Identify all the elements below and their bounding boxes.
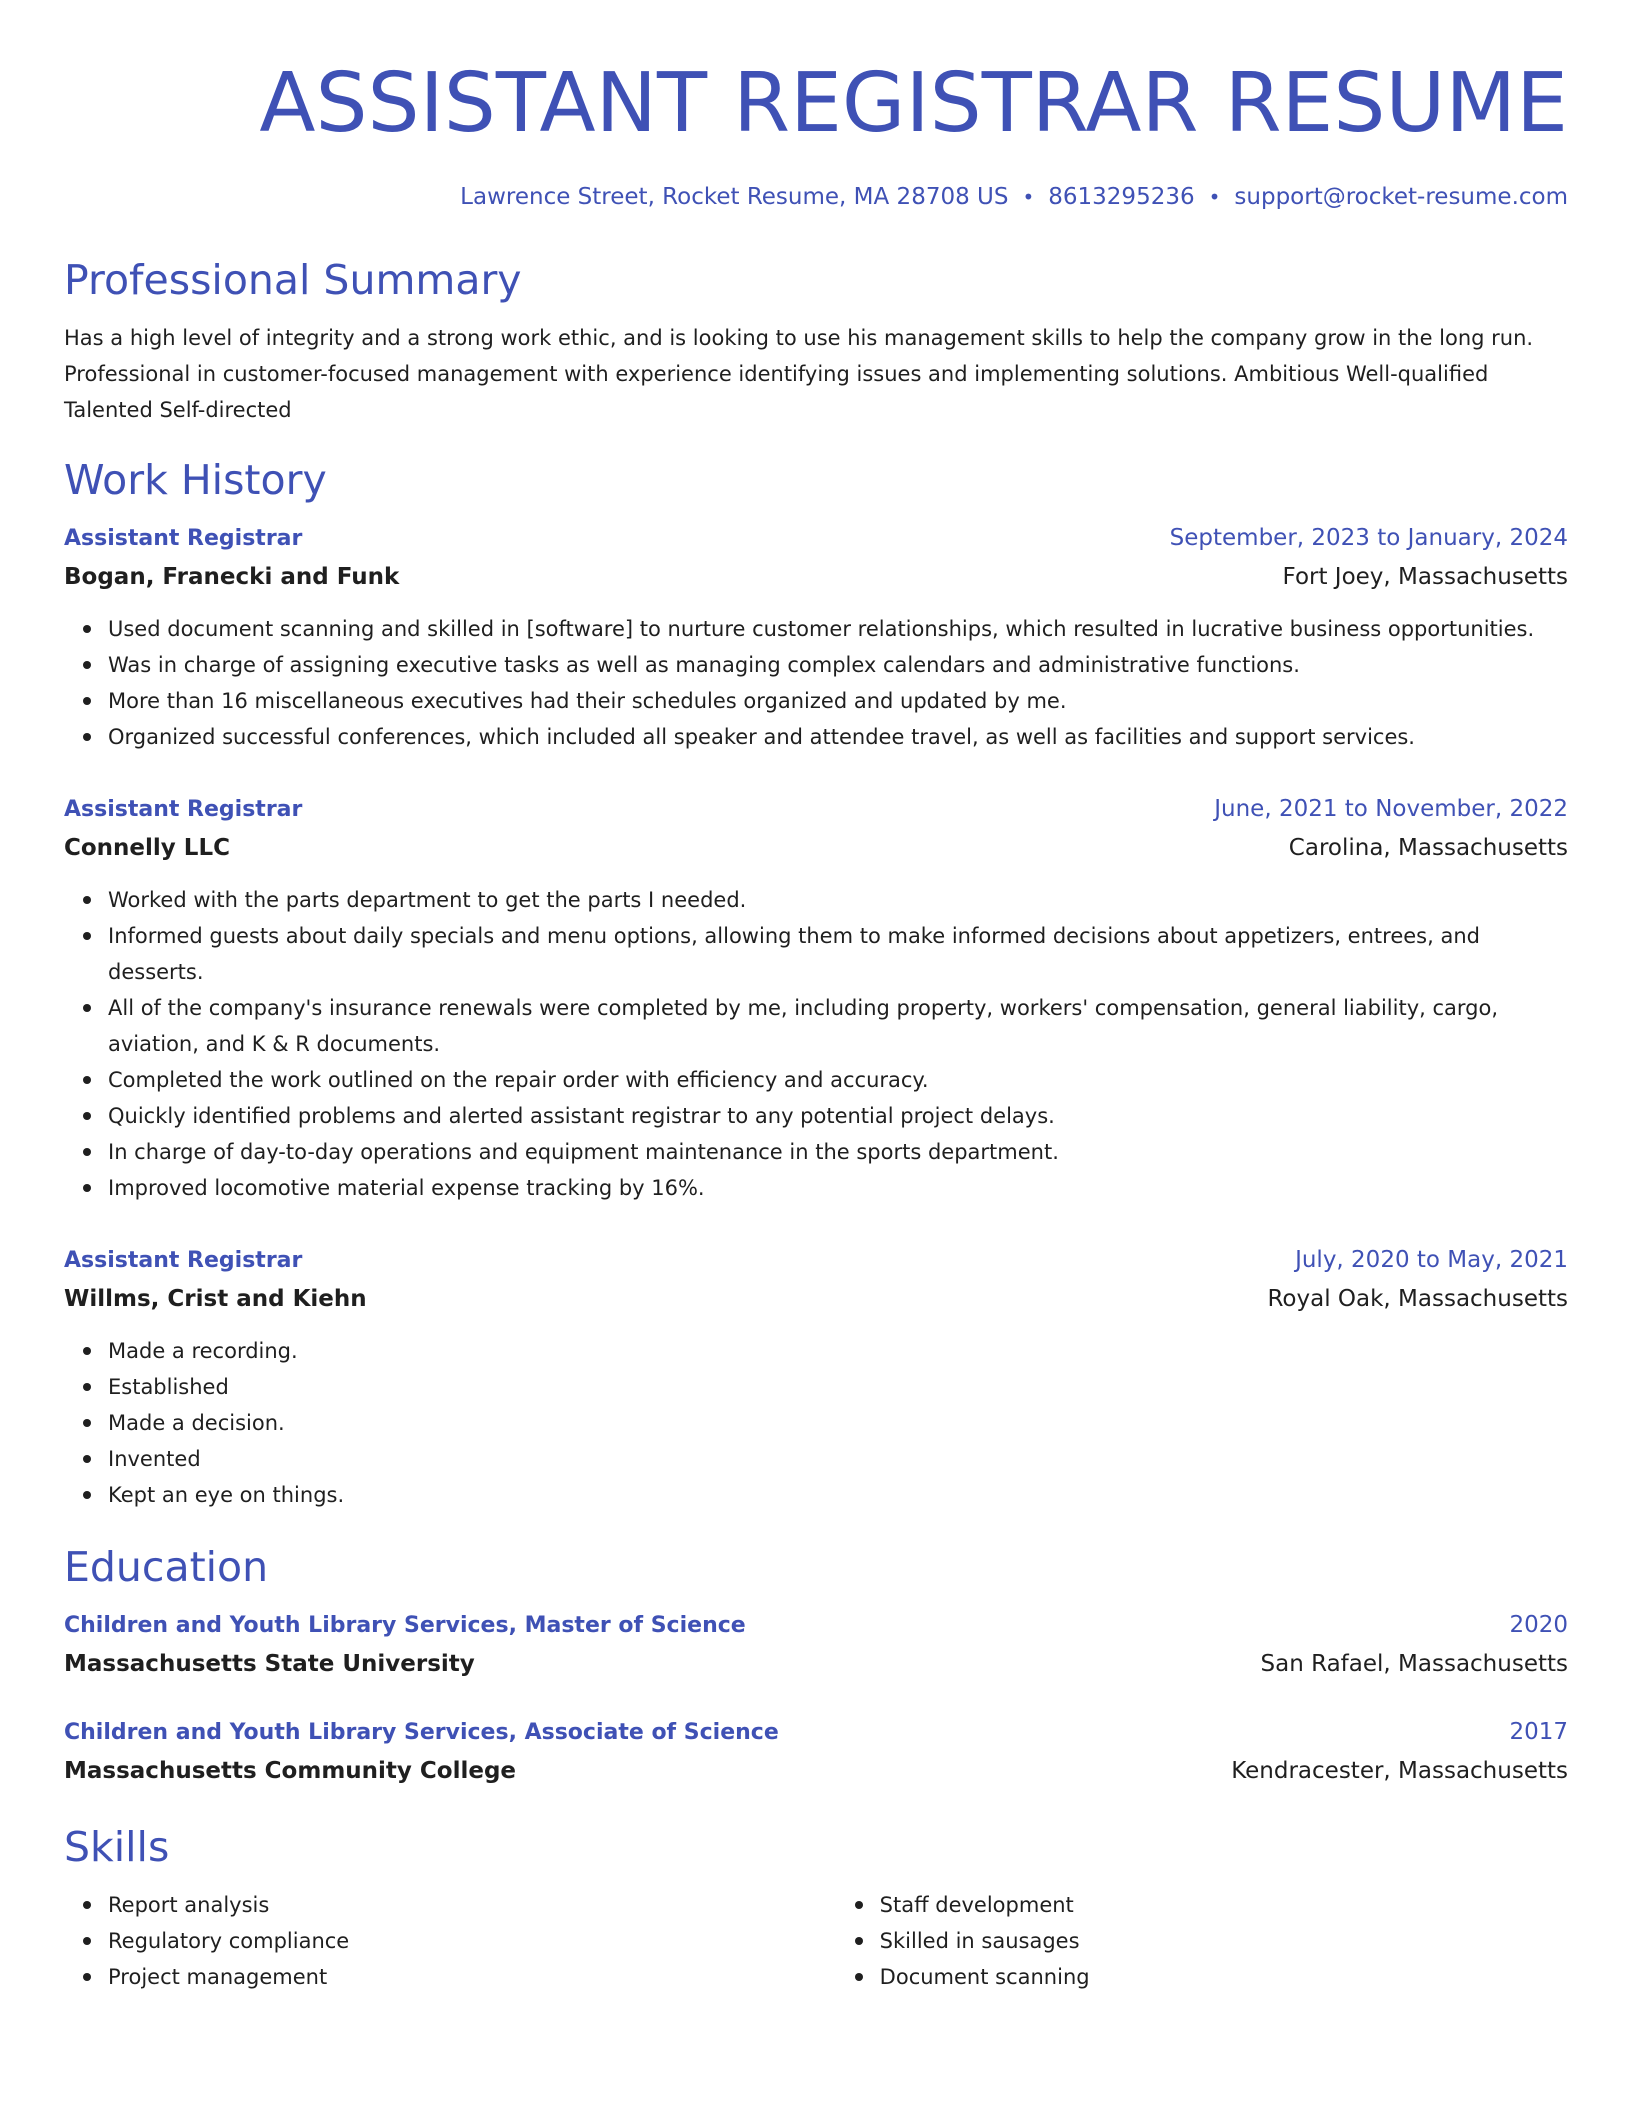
job-company-row [64, 557, 1568, 597]
skill-item: Regulatory compliance [108, 1923, 836, 1959]
skill-item: Report analysis [108, 1887, 836, 1923]
education-degree-row [64, 1714, 1568, 1751]
job-company: Bogan, Franecki and Funk [64, 564, 400, 590]
education-degree-row [64, 1607, 1568, 1644]
education-school-row [64, 1644, 1568, 1684]
skills-list [64, 1887, 1568, 1995]
education-degree: Children and Youth Library Services, Associate of Science [64, 1720, 779, 1745]
job-bullet: Used document scanning and skilled in [software] to nurture customer relationships, which resulted in lucrative business opportunities. [108, 611, 1568, 647]
contact-separator: • [1208, 185, 1221, 209]
job-bullet: Informed guests about daily specials and menu options, allowing them to make informed decisions about appetizers, entrees, and desserts. [108, 918, 1568, 990]
job-bullets [64, 1333, 1568, 1513]
job-bullet: Made a recording. [108, 1333, 1568, 1369]
job-title-row [64, 791, 1568, 828]
education-year: 2017 [1509, 1719, 1568, 1745]
job-bullet: Established [108, 1369, 1568, 1405]
skill-item: Skilled in sausages [880, 1923, 1568, 1959]
job-company: Willms, Crist and Kiehn [64, 1286, 367, 1312]
summary-heading: Professional Summary [64, 256, 522, 304]
skills-column-right [836, 1887, 1568, 1995]
contact-line [64, 182, 1568, 212]
education-location: Kendracester, Massachusetts [1231, 1758, 1568, 1784]
education-school: Massachusetts State University [64, 1651, 475, 1677]
job-entry [64, 791, 1568, 1206]
contact-separator: • [1022, 185, 1035, 209]
job-company-row [64, 1279, 1568, 1319]
job-bullet: Organized successful conferences, which included all speaker and attendee travel, as well as facilities and support services. [108, 719, 1568, 755]
job-bullet: In charge of day-to-day operations and equipment maintenance in the sports department. [108, 1134, 1568, 1170]
job-location: Royal Oak, Massachusetts [1267, 1286, 1568, 1312]
job-bullet: More than 16 miscellaneous executives had their schedules organized and updated by me. [108, 683, 1568, 719]
job-bullet: Improved locomotive material expense tracking by 16%. [108, 1170, 1568, 1206]
job-bullet: Made a decision. [108, 1405, 1568, 1441]
education-school: Massachusetts Community College [64, 1758, 517, 1784]
job-role: Assistant Registrar [64, 526, 303, 551]
skill-item: Project management [108, 1959, 836, 1995]
education-year: 2020 [1509, 1612, 1568, 1638]
job-title-row [64, 1242, 1568, 1279]
job-bullet: Invented [108, 1441, 1568, 1477]
job-bullet: Was in charge of assigning executive tasks as well as managing complex calendars and administrative functions. [108, 647, 1568, 683]
job-entry [64, 1242, 1568, 1513]
job-dates: July, 2020 to May, 2021 [1295, 1247, 1568, 1273]
job-bullet: All of the company's insurance renewals were completed by me, including property, workers' compensation, general liability, cargo, aviation, and K & R documents. [108, 990, 1568, 1062]
contact-email[interactable]: support@rocket-resume.com [1234, 184, 1568, 210]
job-company-row [64, 828, 1568, 868]
resume-header [64, 56, 1568, 212]
skill-item: Document scanning [880, 1959, 1568, 1995]
contact-address: Lawrence Street, Rocket Resume, MA 28708 US [460, 184, 1009, 210]
education-degree: Children and Youth Library Services, Master of Science [64, 1613, 746, 1638]
summary-text: Has a high level of integrity and a strong work ethic, and is looking to use his management skills to help the company grow in the long run. Professional in customer-focused management with experience identifying issues and implementing solutions. Ambitious Well-qualified Talented Self-directed [64, 326, 1534, 422]
skills-column-left [64, 1887, 836, 1995]
job-bullet: Kept an eye on things. [108, 1477, 1568, 1513]
job-role: Assistant Registrar [64, 797, 303, 822]
job-bullet: Worked with the parts department to get the parts I needed. [108, 882, 1568, 918]
job-dates: September, 2023 to January, 2024 [1169, 525, 1568, 551]
job-title-row [64, 520, 1568, 557]
job-bullets [64, 882, 1568, 1206]
education-school-row [64, 1751, 1568, 1791]
education-entry [64, 1607, 1568, 1684]
job-role: Assistant Registrar [64, 1248, 303, 1273]
job-entry [64, 520, 1568, 755]
education-location: San Rafael, Massachusetts [1260, 1651, 1568, 1677]
work-history-heading: Work History [64, 456, 327, 504]
job-bullets [64, 611, 1568, 755]
skill-item: Staff development [880, 1887, 1568, 1923]
job-bullet: Completed the work outlined on the repair order with efficiency and accuracy. [108, 1062, 1568, 1098]
education-entry [64, 1714, 1568, 1791]
job-company: Connelly LLC [64, 835, 230, 861]
job-dates: June, 2021 to November, 2022 [1214, 796, 1568, 822]
contact-phone: 8613295236 [1048, 184, 1195, 210]
job-location: Fort Joey, Massachusetts [1282, 564, 1568, 590]
resume-title: ASSISTANT REGISTRAR RESUME [259, 56, 1568, 151]
job-bullet: Quickly identified problems and alerted assistant registrar to any potential project delays. [108, 1098, 1568, 1134]
skills-heading: Skills [64, 1823, 170, 1871]
education-heading: Education [64, 1543, 269, 1591]
job-location: Carolina, Massachusetts [1288, 835, 1568, 861]
